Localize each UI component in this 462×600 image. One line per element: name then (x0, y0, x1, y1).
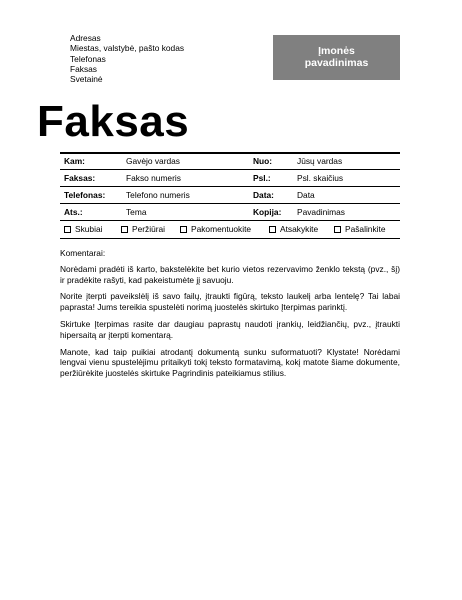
sender-city-line[interactable]: Miestas, valstybė, pašto kodas (70, 43, 185, 54)
field-row-re-cc (60, 203, 400, 221)
checkbox-square-icon (64, 226, 71, 233)
phone-label: Telefonas: (64, 190, 106, 200)
sender-website[interactable]: Svetainė (70, 74, 103, 85)
comment-label: Pakomentuokite (191, 224, 252, 234)
company-name-box[interactable] (273, 35, 400, 80)
to-value[interactable]: Gavėjo vardas (126, 156, 180, 166)
checkbox-row (60, 223, 400, 237)
sender-address-block (70, 33, 184, 84)
body-paragraph[interactable]: Norėdami pradėti iš karto, bakstelėkite bet kurio vietos rezervavimo ženklo tekstą (pvz., šį) ir pradėkite rašyti, kad pakeistumėte jį savuoju. (60, 263, 400, 285)
comments-section (60, 248, 400, 385)
urgent-label: Skubiai (75, 224, 103, 234)
re-value[interactable]: Tema (126, 207, 147, 217)
comment-checkbox[interactable] (180, 224, 251, 234)
date-value[interactable]: Data (297, 190, 315, 200)
fax-title[interactable]: Faksas (37, 97, 190, 146)
checkbox-square-icon (121, 226, 128, 233)
pages-label: Psl.: (253, 173, 271, 183)
review-checkbox[interactable] (121, 224, 165, 234)
field-row-fax-pages (60, 169, 400, 187)
re-label: Ats.: (64, 207, 83, 217)
from-label: Nuo: (253, 156, 273, 166)
cc-label: Kopija: (253, 207, 282, 217)
sender-fax[interactable]: Faksas (70, 63, 97, 74)
recycle-label: Pašalinkite (345, 224, 386, 234)
row-divider (60, 220, 400, 221)
pages-value[interactable]: Psl. skaičius (297, 173, 344, 183)
phone-value[interactable]: Telefono numeris (126, 190, 190, 200)
field-row-to-from (60, 152, 400, 170)
sender-phone[interactable]: Telefonas (70, 53, 106, 64)
body-paragraph[interactable]: Skirtuke Įterpimas rasite dar daugiau paprastų naudoti įrankių, leidžiančių, pvz., įtraukti hipersaitą ar įterpti komentarą. (60, 318, 400, 340)
comments-label[interactable]: Komentarai: (60, 248, 106, 258)
reply-label: Atsakykite (280, 224, 319, 234)
field-row-phone-date (60, 186, 400, 204)
company-name-line2: pavadinimas (304, 56, 369, 69)
recycle-checkbox[interactable] (334, 224, 386, 234)
fax-label: Faksas: (64, 173, 96, 183)
checkbox-bottom-rule (60, 238, 400, 239)
checkbox-square-icon (269, 226, 276, 233)
cc-value[interactable]: Pavadinimas (297, 207, 345, 217)
company-name-line1: Įmonės (318, 45, 355, 57)
checkbox-square-icon (334, 226, 341, 233)
urgent-checkbox[interactable] (64, 224, 102, 234)
date-label: Data: (253, 190, 274, 200)
fax-value[interactable]: Fakso numeris (126, 173, 181, 183)
checkbox-square-icon (180, 226, 187, 233)
to-label: Kam: (64, 156, 85, 166)
sender-address[interactable]: Adresas (70, 33, 101, 43)
review-label: Peržiūrai (132, 224, 166, 234)
body-paragraph[interactable]: Norite įterpti paveikslėlį iš savo failų, įtraukti figūrą, teksto laukelį arba lentelę? Tai labai paprasta! Jums tereikia spustelėti norimą juostelės skirtuko Įterpimas parinktį. (60, 291, 400, 313)
body-paragraph[interactable]: Manote, kad taip puikiai atrodantį dokumentą sunku suformatuoti? Klystate! Norėdami lengvai vienu spustelėjimu pritaikyti tokį teksto formatavimą, kokį matote šiame dokumente, peržiūrėkite juostelės skirtuke Pagrindinis pateikiamus stilius. (60, 346, 400, 379)
from-value[interactable]: Jūsų vardas (297, 156, 343, 166)
reply-checkbox[interactable] (269, 224, 318, 234)
